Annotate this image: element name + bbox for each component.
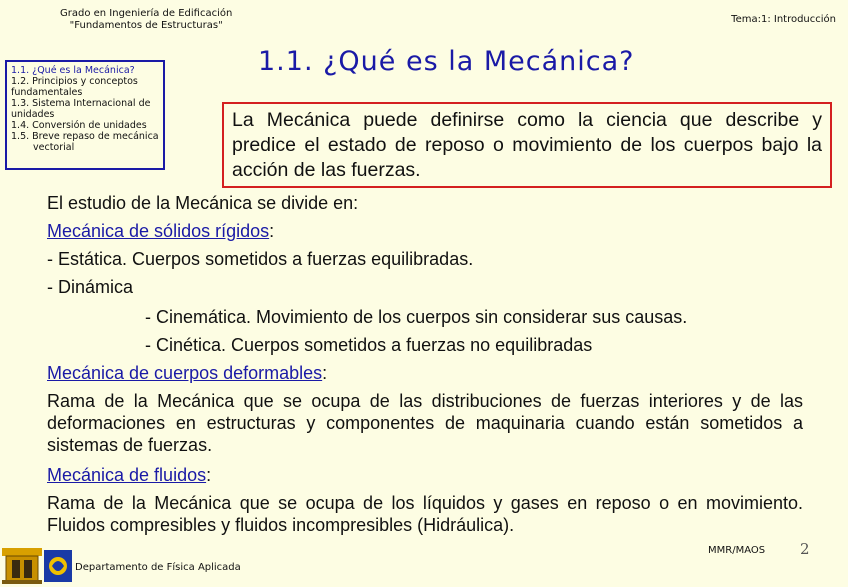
course-name: Grado en Ingeniería de Edificación xyxy=(60,8,233,19)
deformable-mechanics-link[interactable]: Mecánica de cuerpos deformables xyxy=(47,363,323,383)
subject-name: "Fundamentos de Estructuras" xyxy=(69,20,223,31)
slide-title: 1.1. ¿Qué es la Mecánica? xyxy=(258,46,635,77)
dynamics-line: - Dinámica xyxy=(47,277,134,297)
fluids-text: Rama de la Mecánica que se ocupa de los líquidos y gases en reposo o en movimiento. Fluidos compresibles y fluidos incompresibles (Hidráulica). xyxy=(47,493,803,535)
kinetics-line: - Cinética. Cuerpos sometidos a fuerzas no equilibradas xyxy=(145,335,593,355)
colon: : xyxy=(206,465,212,485)
definition-box: La Mecánica puede definirse como la ciencia que describe y predice el estado de reposo o movimiento de los cuerpos bajo la acción de las fuerzas. xyxy=(222,102,832,188)
kinematics-line: - Cinemática. Movimiento de los cuerpos sin considerar sus causas. xyxy=(145,307,688,327)
deformable-heading-line xyxy=(47,362,327,384)
fluids-heading-line xyxy=(47,464,211,486)
colon: : xyxy=(322,363,328,383)
toc-item-cont[interactable]: vectorial xyxy=(33,142,75,153)
department-name: Departamento de Física Aplicada xyxy=(75,562,241,573)
authors: MMR/MAOS xyxy=(708,545,766,556)
intro-line: El estudio de la Mecánica se divide en: xyxy=(47,193,359,213)
toc-item[interactable]: 1.3. Sistema Internacional de xyxy=(11,98,151,109)
toc-item-cont[interactable]: fundamentales xyxy=(11,87,83,98)
statics-line: - Estática. Cuerpos sometidos a fuerzas equilibradas. xyxy=(47,249,474,269)
toc-item[interactable]: 1.2. Principios y conceptos xyxy=(11,76,138,87)
rigid-heading-line xyxy=(47,220,274,242)
toc-item-cont[interactable]: unidades xyxy=(11,109,55,120)
page-number: 2 xyxy=(800,540,810,558)
table-of-contents xyxy=(5,60,165,170)
department-logo xyxy=(44,550,72,582)
university-logo xyxy=(2,544,42,584)
toc-item[interactable]: 1.5. Breve repaso de mecánica xyxy=(11,131,159,142)
fluids-mechanics-link[interactable]: Mecánica de fluidos xyxy=(47,465,207,485)
deformable-text: Rama de la Mecánica que se ocupa de las distribuciones de fuerzas interiores y de las deformaciones en estructuras y componentes de maquinaria cuando están sometidos a sistemas de fuerzas. xyxy=(47,391,803,455)
rigid-mechanics-link[interactable]: Mecánica de sólidos rígidos xyxy=(47,221,270,241)
toc-item-active[interactable]: 1.1. ¿Qué es la Mecánica? xyxy=(11,65,135,76)
topic-header: Tema:1: Introducción xyxy=(731,14,836,25)
colon: : xyxy=(269,221,275,241)
toc-item[interactable]: 1.4. Conversión de unidades xyxy=(11,120,147,131)
course-header xyxy=(60,8,232,32)
